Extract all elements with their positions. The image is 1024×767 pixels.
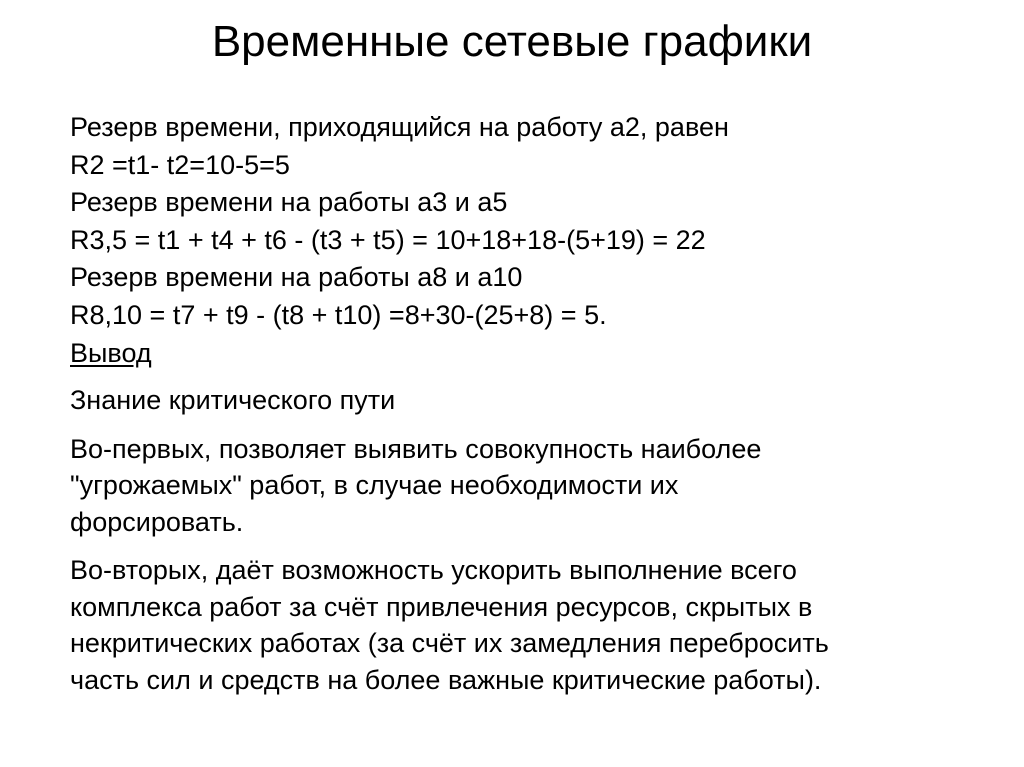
conclusion-paragraph <box>70 382 990 419</box>
calc-line: Резерв времени, приходящийся на работу a2, равен <box>70 112 729 142</box>
paragraph-line: Во-первых, позволяет выявить совокупность наиболее <box>70 433 762 464</box>
conclusion-heading: Вывод <box>70 337 152 368</box>
calc-line: R2 =t1- t2=10-5=5 <box>70 149 290 180</box>
paragraph-line: некритических работах (за счёт их замедления перебросить <box>70 628 829 659</box>
calc-line: R8,10 = t7 + t9 - (t8 + t10) =8+30-(25+8) = 5. <box>70 299 607 330</box>
slide-title: Временные сетевые графики <box>211 17 813 66</box>
paragraph-line: Знание критического пути <box>70 385 396 416</box>
calc-line: R3,5 = t1 + t4 + t6 - (t3 + t5) = 10+18+18-(5+19) = 22 <box>70 224 706 255</box>
calc-line: Резерв времени на работы a8 и a10 <box>70 262 523 293</box>
paragraph-line: Во-вторых, даёт возможность ускорить выполнение всего <box>70 555 797 586</box>
paragraph-line: форсировать. <box>70 506 244 537</box>
paragraph-line: часть сил и средств на более важные критические работы). <box>70 664 822 695</box>
slide-body <box>70 109 990 698</box>
conclusion-paragraph <box>70 431 990 541</box>
paragraph-line: комплекса работ за счёт привлечения ресурсов, скрытых в <box>70 591 813 622</box>
calc-line: Резерв времени на работы a3 и a5 <box>70 187 508 218</box>
reserve-calculations <box>70 109 990 335</box>
paragraph-line: "угрожаемых" работ, в случае необходимости их <box>70 470 679 501</box>
conclusion-paragraph <box>70 552 990 698</box>
